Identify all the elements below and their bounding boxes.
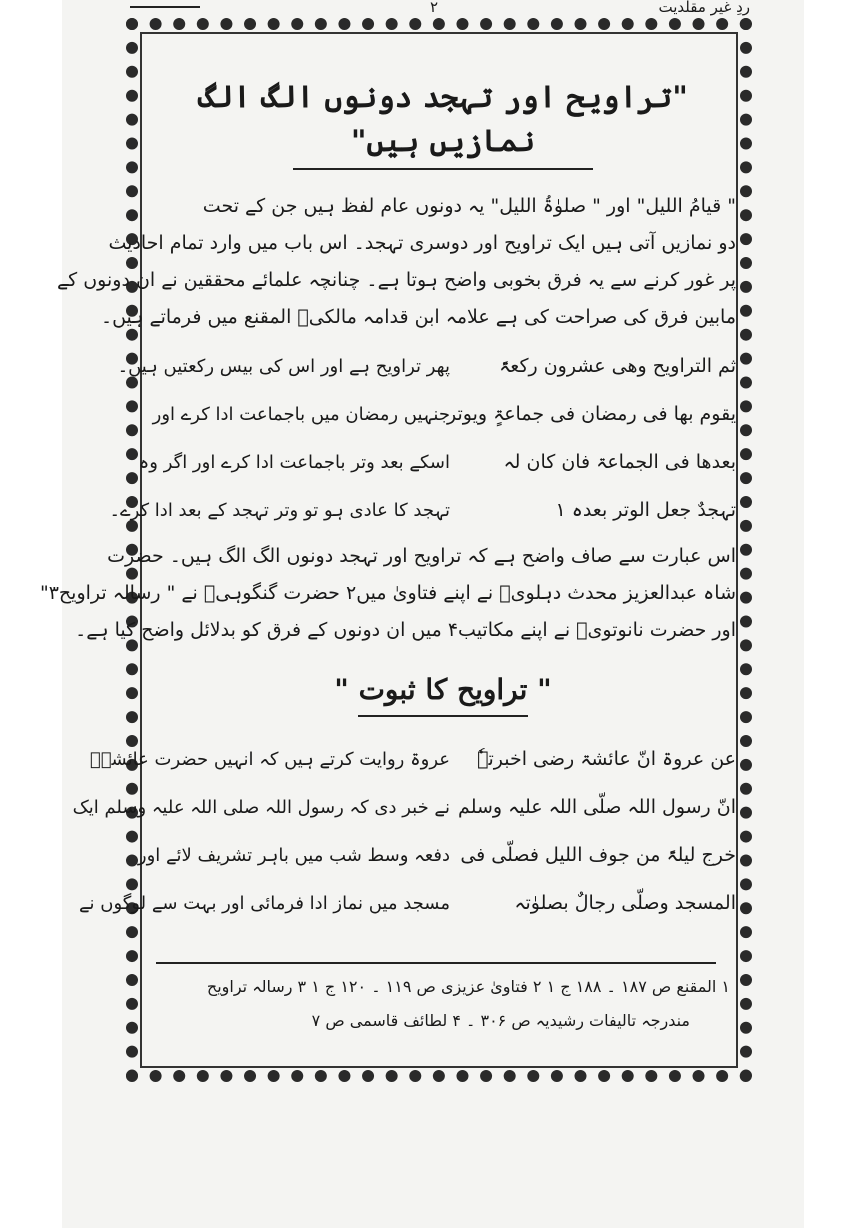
arabic-text: خرج لیلۃً من جوف اللیل فصلّی فی xyxy=(460,844,736,866)
header-rule xyxy=(130,6,200,8)
urdu-translation: دفعہ وسط شب میں باہر تشریف لائے اور xyxy=(137,844,450,866)
page-number: ۲ xyxy=(430,0,439,16)
urdu-translation: اسکے بعد وتر باجماعت ادا کرے اور اگر وہ xyxy=(138,451,450,473)
running-head xyxy=(130,0,750,18)
quote-row xyxy=(137,831,736,879)
arabic-text: انّ رسول اللہ صلّی اللہ علیہ وسلم xyxy=(458,796,736,818)
quote-row xyxy=(117,342,736,390)
footnote-line: مندرجہ تالیفات رشیدیہ ص ۳۰۶ ۔ ۴ لطائف قاسمی ص ۷ xyxy=(311,1011,690,1030)
paragraph-line: اور حضرت نانوتویؒ نے اپنے مکاتیب۴ میں ان دونوں کے فرق کو بدلائل واضح کیا ہے۔ xyxy=(75,619,736,641)
urdu-translation: پھر تراویح ہے اور اس کی بیس رکعتیں ہیں۔ xyxy=(117,355,450,377)
arabic-text: بعدھا فی الجماعۃ فان کان لہ xyxy=(503,451,736,473)
footnote-line: ۱ المقنع ص ۱۸۷ ۔ ۱۸۸ ج ۱ ۲ فتاویٰ عزیزی ص ۱۱۹ ۔ ۱۲۰ ج ۱ ۳ رسالہ تراویح xyxy=(206,977,730,996)
quote-row xyxy=(72,783,736,831)
quote-row xyxy=(79,879,736,927)
footnote-divider xyxy=(156,962,716,964)
quote-row xyxy=(138,438,736,486)
heading-tarawih-tahajjud: "تراویح اور تہجد دونوں الگ الگ نمازیں ہیں" xyxy=(198,80,688,159)
paragraph-line: مابین فرق کی صراحت کی ہے علامہ ابن قدامہ مالکیؒ المقنع میں فرماتے ہیں۔ xyxy=(100,306,736,328)
book-title: ردِ غیر مقلدیت xyxy=(658,0,750,16)
heading-underline xyxy=(358,715,528,717)
arabic-text: یقوم بھا فی رمضان فی جماعۃٍ ویوتر xyxy=(447,403,736,425)
arabic-text: عن عروۃ انّ عائشۃ رضی اخبرتہٗ xyxy=(477,748,736,770)
paragraph-line: پر غور کرنے سے یہ فرق بخوبی واضح ہوتا ہے۔ چنانچہ علمائے محققین نے ان دونوں کے xyxy=(57,269,736,291)
urdu-translation: مسجد میں نماز ادا فرمائی اور بہت سے لوگوں نے xyxy=(79,892,450,914)
quote-block-muqni xyxy=(109,342,736,534)
arabic-text: المسجد وصلّی رجالٌ بصلوٰتہ xyxy=(514,892,736,914)
urdu-translation: جنہیں رمضان میں باجماعت ادا کرے اور xyxy=(152,403,450,425)
quote-row xyxy=(109,486,736,534)
quote-row xyxy=(150,390,736,438)
arabic-text: تہجدٌ جعل الوتر بعدہ ۱ xyxy=(555,499,736,521)
paragraph-2 xyxy=(39,538,736,649)
heading-tarawih-proof: " تراویح کا ثبوت " xyxy=(334,673,552,706)
urdu-translation: عروۃ روایت کرتے ہیں کہ انہیں حضرت عائشہؓ xyxy=(89,748,450,770)
quote-block-hadith xyxy=(72,735,736,927)
quote-row xyxy=(89,735,736,783)
paragraph-line: شاہ عبدالعزیز محدث دہلویؒ نے اپنے فتاویٰ میں۲ حضرت گنگوہیؒ نے " رسالہ تراویح۳" xyxy=(39,582,736,604)
urdu-translation: نے خبر دی کہ رسول اللہ صلی اللہ علیہ وسلم ایک xyxy=(72,796,450,818)
footnotes xyxy=(150,970,730,1038)
paragraph-line: " قیامُ اللیل" اور " صلوٰۃُ اللیل" یہ دونوں عام لفظ ہیں جن کے تحت xyxy=(202,195,736,217)
heading-underline xyxy=(293,168,593,170)
arabic-text: ثم التراویح وھی عشرون رکعۃً xyxy=(499,355,736,377)
paragraph-line: دو نمازیں آتی ہیں ایک تراویح اور دوسری تہجد۔ اس باب میں وارد تمام احادیث xyxy=(108,232,736,254)
urdu-translation: تہجد کا عادی ہو تو وتر تہجد کے بعد ادا کرے۔ xyxy=(109,499,450,521)
paragraph-1 xyxy=(57,188,736,336)
page-content xyxy=(39,52,736,1062)
paragraph-line: اس عبارت سے صاف واضح ہے کہ تراویح اور تہجد دونوں الگ الگ ہیں۔ حضرت xyxy=(107,545,736,567)
